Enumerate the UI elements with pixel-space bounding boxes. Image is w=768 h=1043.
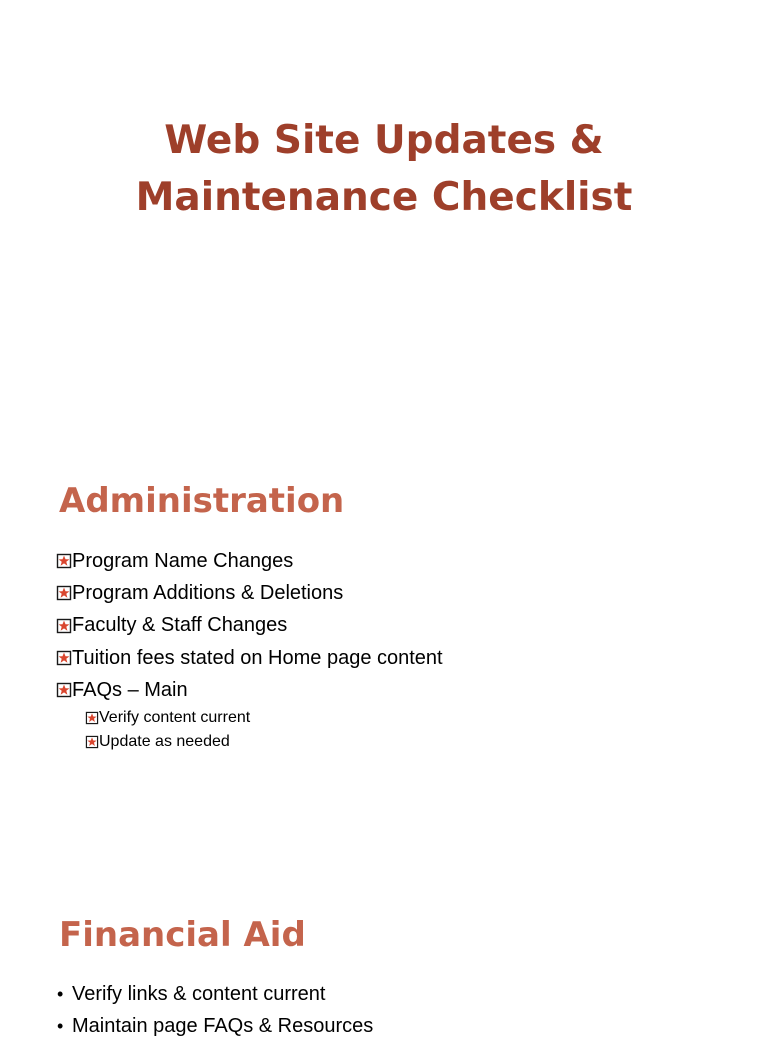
star-bullet-icon [57,683,71,697]
star-bullet-icon [57,554,71,568]
list-item-label: Maintain page FAQs & Resources [72,1014,374,1037]
dot-bullet: • [57,1015,64,1036]
list-item [57,610,443,642]
star-bullet-icon [57,586,71,600]
star-bullet-icon [86,712,98,724]
dot-bullet: • [57,983,64,1004]
administration-list [57,545,443,754]
page-title [0,112,768,226]
list-item-label: Program Name Changes [72,549,294,572]
list-item [57,642,443,674]
page-title-line-1: Web Site Updates & [164,118,604,163]
list-item-label: Faculty & Staff Changes [72,614,288,637]
list-item [57,674,443,706]
list-item-label: Tuition fees stated on Home page content [72,646,443,669]
financial-aid-list [57,978,373,1043]
list-item-label: Verify links & content current [72,982,326,1005]
sub-list-item-label: Verify content current [99,709,251,727]
page-title-line-2: Maintenance Checklist [135,175,633,220]
list-item [57,978,373,1010]
list-item [57,577,443,609]
sub-list-item [86,706,443,730]
administration-heading: Administration [59,481,345,521]
sub-list-item [86,730,443,754]
list-item [57,1010,373,1042]
star-bullet-icon [57,651,71,665]
list-item [57,545,443,577]
list-item-label: FAQs – Main [72,678,188,701]
star-bullet-icon [86,736,98,748]
sub-list-item-label: Update as needed [99,733,230,751]
financial-aid-heading: Financial Aid [59,915,306,955]
star-bullet-icon [57,619,71,633]
list-item-label: Program Additions & Deletions [72,581,344,604]
